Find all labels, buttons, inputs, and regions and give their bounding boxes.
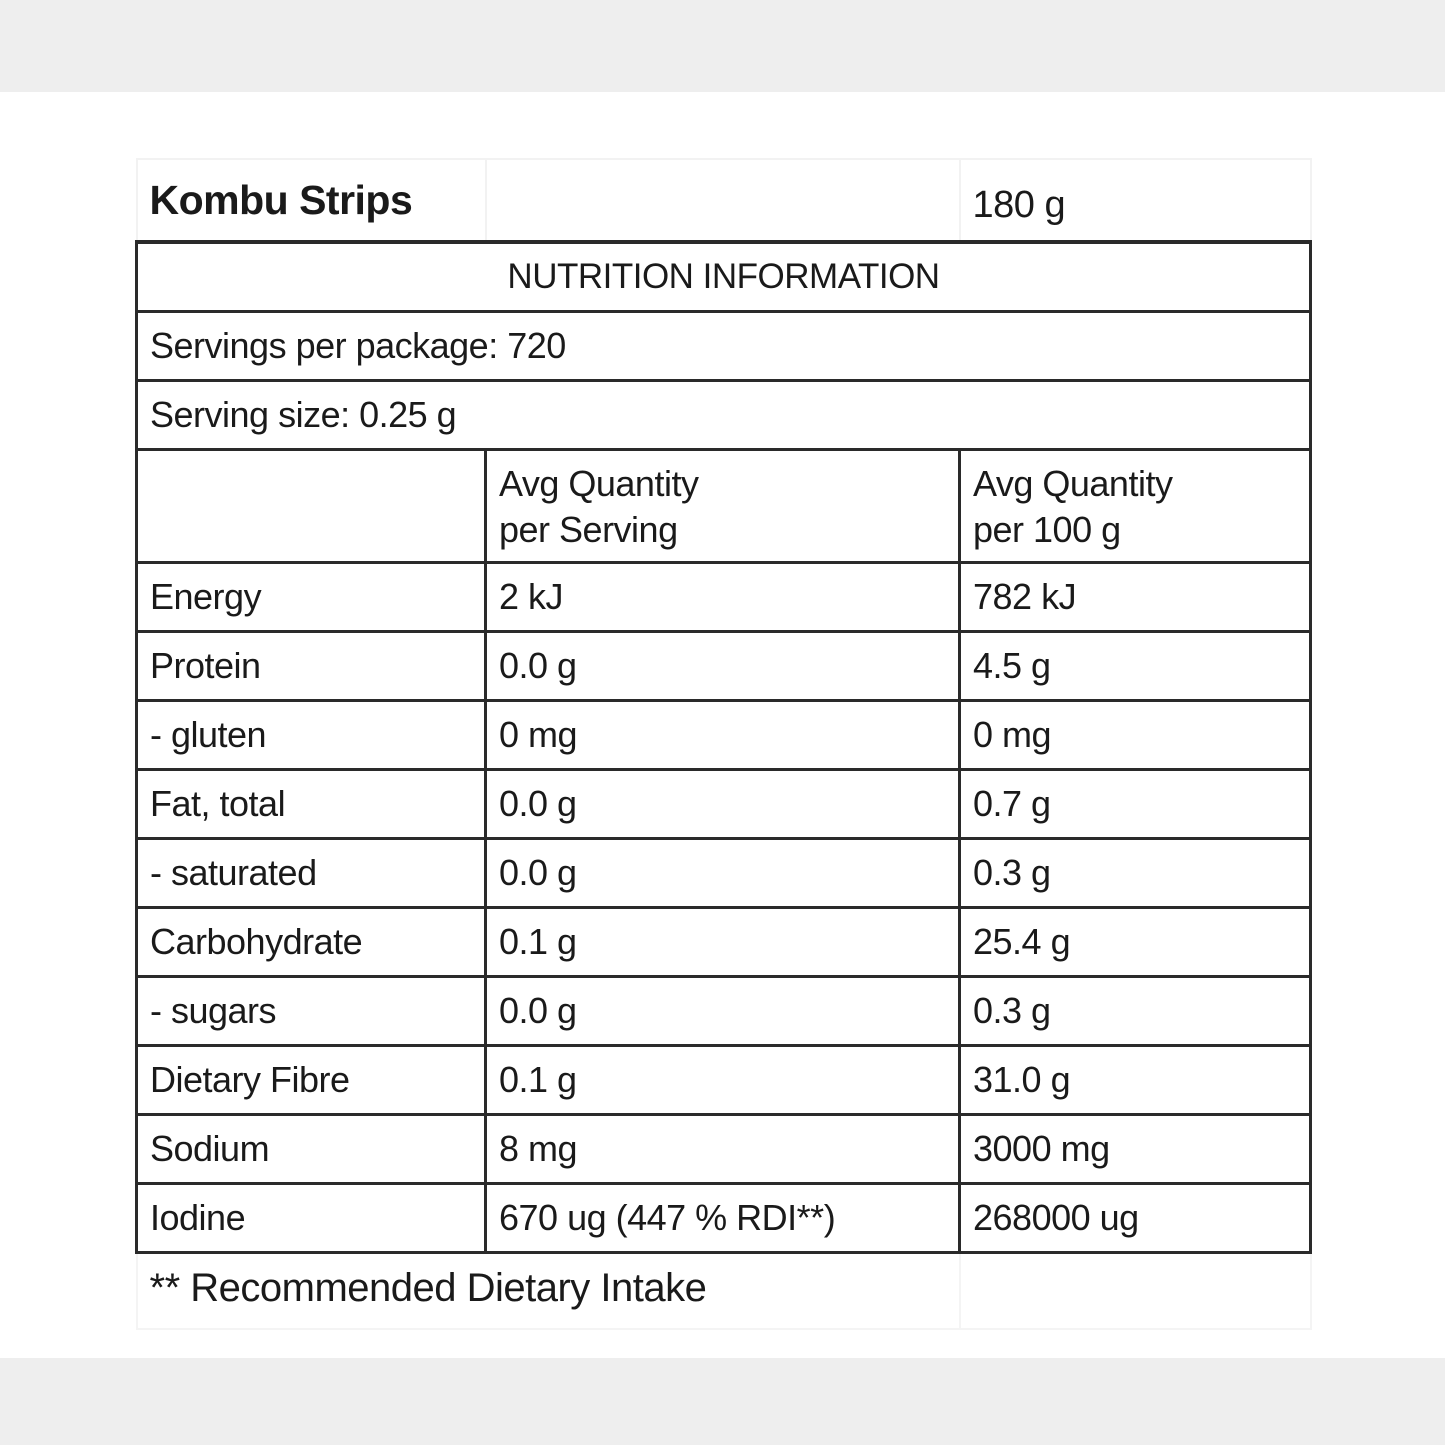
per-100g-header-line2: per 100 g bbox=[973, 509, 1121, 550]
nutrition-table bbox=[135, 158, 1312, 1330]
per-100g-value: 4.5 g bbox=[960, 632, 1311, 701]
per-serving-value: 0.0 g bbox=[486, 839, 960, 908]
nutrient-row bbox=[137, 1046, 1311, 1115]
panel-heading: NUTRITION INFORMATION bbox=[137, 242, 1311, 312]
nutrient-name: Iodine bbox=[137, 1184, 486, 1253]
product-name: Kombu Strips bbox=[137, 159, 486, 242]
per-100g-value: 0.3 g bbox=[960, 839, 1311, 908]
nutrient-name: Carbohydrate bbox=[137, 908, 486, 977]
per-serving-value: 0.0 g bbox=[486, 632, 960, 701]
per-100g-value: 0.3 g bbox=[960, 977, 1311, 1046]
nutrient-row bbox=[137, 1115, 1311, 1184]
per-serving-value: 8 mg bbox=[486, 1115, 960, 1184]
per-100g-value: 25.4 g bbox=[960, 908, 1311, 977]
nutrient-row bbox=[137, 701, 1311, 770]
product-header-row bbox=[137, 159, 1311, 242]
servings-row bbox=[137, 312, 1311, 381]
nutrient-row bbox=[137, 1184, 1311, 1253]
per-serving-header bbox=[486, 450, 960, 563]
footnote: ** Recommended Dietary Intake bbox=[137, 1253, 960, 1330]
nutrient-name: - gluten bbox=[137, 701, 486, 770]
per-serving-value: 2 kJ bbox=[486, 563, 960, 632]
per-100g-value: 0.7 g bbox=[960, 770, 1311, 839]
nutrient-name: - sugars bbox=[137, 977, 486, 1046]
header-empty-cell bbox=[486, 159, 960, 242]
per-serving-value: 0.0 g bbox=[486, 770, 960, 839]
per-serving-header-line1: Avg Quantity bbox=[499, 463, 699, 504]
footnote-row bbox=[137, 1253, 1311, 1330]
panel-heading-row bbox=[137, 242, 1311, 312]
per-100g-value: 31.0 g bbox=[960, 1046, 1311, 1115]
per-100g-value: 782 kJ bbox=[960, 563, 1311, 632]
servings-per-package: Servings per package: 720 bbox=[137, 312, 1311, 381]
per-100g-value: 3000 mg bbox=[960, 1115, 1311, 1184]
per-serving-header-line2: per Serving bbox=[499, 509, 678, 550]
per-100g-header-line1: Avg Quantity bbox=[973, 463, 1173, 504]
nutrient-row bbox=[137, 632, 1311, 701]
nutrient-row bbox=[137, 563, 1311, 632]
column-header-row bbox=[137, 450, 1311, 563]
per-100g-value: 0 mg bbox=[960, 701, 1311, 770]
per-serving-value: 0.1 g bbox=[486, 1046, 960, 1115]
net-weight: 180 g bbox=[960, 159, 1311, 242]
nutrient-name: Energy bbox=[137, 563, 486, 632]
nutrient-name: Fat, total bbox=[137, 770, 486, 839]
nutrient-row bbox=[137, 770, 1311, 839]
per-serving-value: 0 mg bbox=[486, 701, 960, 770]
nutrient-name: - saturated bbox=[137, 839, 486, 908]
nutrient-row bbox=[137, 977, 1311, 1046]
serving-size-row bbox=[137, 381, 1311, 450]
per-serving-value: 0.0 g bbox=[486, 977, 960, 1046]
footnote-empty-cell bbox=[960, 1253, 1311, 1330]
nutrient-name: Dietary Fibre bbox=[137, 1046, 486, 1115]
nutrition-label bbox=[135, 158, 1309, 1330]
per-100g-header bbox=[960, 450, 1311, 563]
per-100g-value: 268000 ug bbox=[960, 1184, 1311, 1253]
nutrient-header-cell bbox=[137, 450, 486, 563]
per-serving-value: 670 ug (447 % RDI**) bbox=[486, 1184, 960, 1253]
nutrient-row bbox=[137, 908, 1311, 977]
nutrient-name: Protein bbox=[137, 632, 486, 701]
nutrient-name: Sodium bbox=[137, 1115, 486, 1184]
serving-size: Serving size: 0.25 g bbox=[137, 381, 1311, 450]
per-serving-value: 0.1 g bbox=[486, 908, 960, 977]
nutrient-row bbox=[137, 839, 1311, 908]
